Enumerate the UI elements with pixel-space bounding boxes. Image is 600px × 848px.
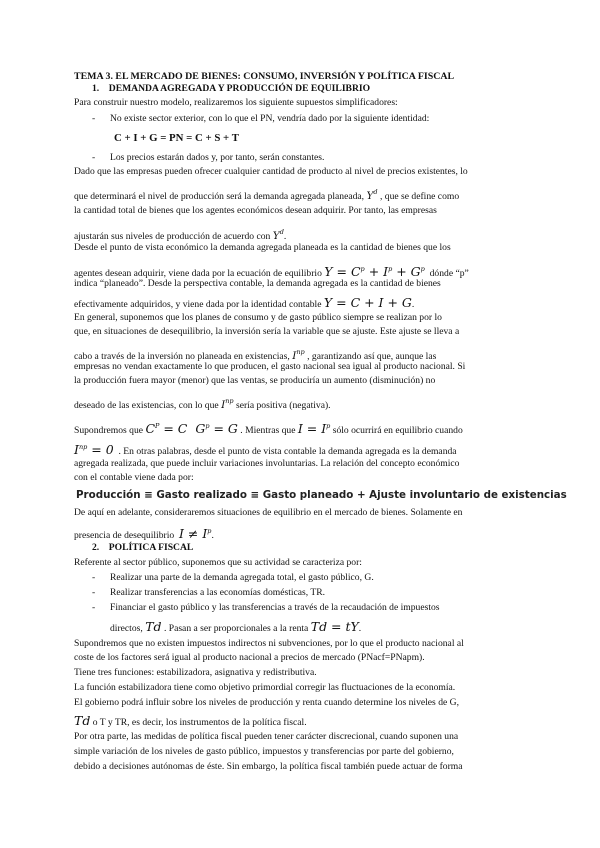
formula-planned-demand: $Y = C^p + I^p + G^p$	[324, 264, 425, 279]
paragraph-line: Referente al sector público, suponemos que su actividad se caracteriza por:	[74, 557, 362, 568]
paragraph-line: $I^{np} = 0$ . En otras palabras, desde el punto de vista contable la demanda agregada es la demanda	[74, 442, 457, 457]
formula-inp: $I^{np}$	[292, 348, 305, 362]
paragraph-line: Por otra parte, las medidas de política fiscal pueden tener carácter discrecional, cuando suponen una	[74, 731, 459, 742]
paragraph-line: la cantidad total de bienes que los agentes económicos desean adquirir. Por tanto, las empresas	[74, 205, 437, 216]
paragraph-line: Desde el punto de vista económico la demanda agregada planeada es la cantidad de bienes que los	[74, 242, 451, 253]
paragraph-line: Supondremos que $C^P = C$ $G^p = G$ . Mientras que $I = I^p$ sólo ocurrirá en equilibrio cuando	[74, 421, 463, 436]
formula-inp: $I^{np}$	[221, 397, 234, 411]
formula-i-neq-ip: $I \ne I^p$	[178, 526, 212, 541]
bullet-dash: -	[92, 113, 96, 124]
formula-td: Td	[145, 619, 162, 634]
bullet-financing-cont: directos, Td . Pasan a ser proporcionales a la renta Td = tY.	[110, 619, 362, 634]
paragraph-line: Supondremos que no existen impuestos indirectos ni subvenciones, por lo que el producto nacional al	[74, 638, 464, 649]
paragraph-line: Dado que las empresas pueden ofrecer cualquier cantidad de producto al nivel de precios existentes, lo	[74, 166, 468, 177]
paragraph-line: coste de los factores será igual al producto nacional a precios de mercado (PNacf=PNapm).	[74, 652, 425, 663]
paragraph-line: De aquí en adelante, consideraremos situaciones de equilibrio en el mercado de bienes. Solamente en	[74, 507, 463, 518]
formula-cp-equals-c: $C^P = C$ $G^p = G$	[145, 421, 238, 436]
section-1-heading	[92, 83, 544, 95]
bullet-dash: -	[92, 152, 96, 163]
paragraph-line: que determinará el nivel de producción será la demanda agregada planeada, $Y^d$ , que se define como	[74, 188, 460, 202]
national-product-identity: C + I + G = PN = C + S + T	[114, 132, 239, 144]
formula-td: Td	[74, 713, 91, 728]
paragraph-line: efectivamente adquiridos, y viene dada por la identidad contable Y = C + I + G.	[74, 295, 415, 310]
section-2-heading	[92, 542, 544, 554]
formula-td-ty: Td = tY	[310, 619, 359, 634]
bullet-constant-prices: Los precios estarán dados y, por tanto, serán constantes.	[110, 152, 325, 163]
paragraph-line: que, en situaciones de desequilibrio, la inversión sería la variable que se ajuste. Este ajuste se lleva a	[74, 326, 460, 337]
production-identity: Producción ≡ Gasto realizado ≡ Gasto planeado + Ajuste involuntario de existencias	[76, 489, 567, 501]
formula-yd: $Y^d$	[366, 188, 378, 202]
formula-yd: $Y^d$	[272, 228, 284, 242]
bullet-financing: Financiar el gasto público y las transferencias a través de la recaudación de impuestos	[110, 602, 440, 613]
section-1-number: 1.	[92, 83, 100, 94]
document-title: TEMA 3. EL MERCADO DE BIENES: CONSUMO, INVERSIÓN Y POLÍTICA FISCAL	[74, 71, 455, 82]
bullet-dash: -	[92, 572, 96, 583]
paragraph-line: Tiene tres funciones: estabilizadora, asignativa y redistributiva.	[74, 667, 317, 678]
paragraph-line: agregada realizada, que puede incluir variaciones involuntarias. La relación del concepto económico	[74, 458, 460, 469]
paragraph-line: debido a decisiones autónomas de éste. Sin embargo, la política fiscal también puede actuar de forma	[74, 761, 463, 772]
formula-accounting-demand: Y = C + I + G	[323, 295, 412, 310]
paragraph-line: simple variación de los niveles de gasto público, impuestos y transferencias por parte del gobierno,	[74, 746, 454, 757]
section-1-title: DEMANDA AGREGADA Y PRODUCCIÓN DE EQUILIBRIO	[108, 83, 371, 94]
paragraph-line: cabo a través de la inversión no planeada en existencias, $I^{np}$ , garantizando así que, aunque las	[74, 348, 437, 362]
paragraph-line: La función estabilizadora tiene como objetivo primordial corregir las fluctuaciones de la economía.	[74, 682, 456, 693]
formula-i-equals-ip: $I = I^p$	[297, 421, 331, 436]
formula-inp-zero: $I^{np} = 0$	[74, 442, 114, 457]
paragraph-line: El gobierno podrá influir sobre los niveles de producción y renta cuando determine los niveles de G,	[74, 697, 459, 708]
bullet-dash: -	[92, 587, 96, 598]
paragraph-line: En general, suponemos que los planes de consumo y de gasto público siempre se realizan por lo	[74, 312, 442, 323]
paragraph-line: la producción fuera mayor (menor) que las ventas, se produciría un aumento (disminución) no	[74, 375, 436, 386]
bullet-public-spending: Realizar una parte de la demanda agregada total, el gasto público, G.	[110, 572, 374, 583]
bullet-transfers: Realizar transferencias a las economías domésticas, TR.	[110, 587, 326, 598]
paragraph-line: con el contable viene dada por:	[74, 472, 194, 483]
paragraph-line: agentes desean adquirir, viene dada por la ecuación de equilibrio $Y = C^p + I^p + G^p$ dónde “p”	[74, 264, 469, 279]
paragraph-line: ajustarán sus niveles de producción de acuerdo con $Y^d$.	[74, 228, 287, 242]
paragraph-line: presencia de desequilibrio $I \ne I^p$.	[74, 526, 214, 541]
paragraph-line: empresas no vendan exactamente lo que producen, el gasto nacional sea igual al producto nacional. Si	[74, 361, 466, 372]
paragraph-line: indica “planeado”. Desde la perspectiva contable, la demanda agregada es la cantidad de bienes	[74, 278, 441, 289]
paragraph-line: deseado de las existencias, con lo que $I^{np}$ sería positiva (negativa).	[74, 397, 331, 411]
section-2-title: POLÍTICA FISCAL	[108, 542, 194, 553]
intro-paragraph: Para construir nuestro modelo, realizaremos los siguiente supuestos simplificadores:	[74, 97, 398, 108]
bullet-dash: -	[92, 602, 96, 613]
bullet-no-exterior: No existe sector exterior, con lo que el PN, vendría dado por la siguiente identidad:	[110, 113, 430, 124]
section-2-number: 2.	[92, 542, 100, 553]
paragraph-line: Td o T y TR, es decir, los instrumentos de la política fiscal.	[74, 713, 307, 728]
